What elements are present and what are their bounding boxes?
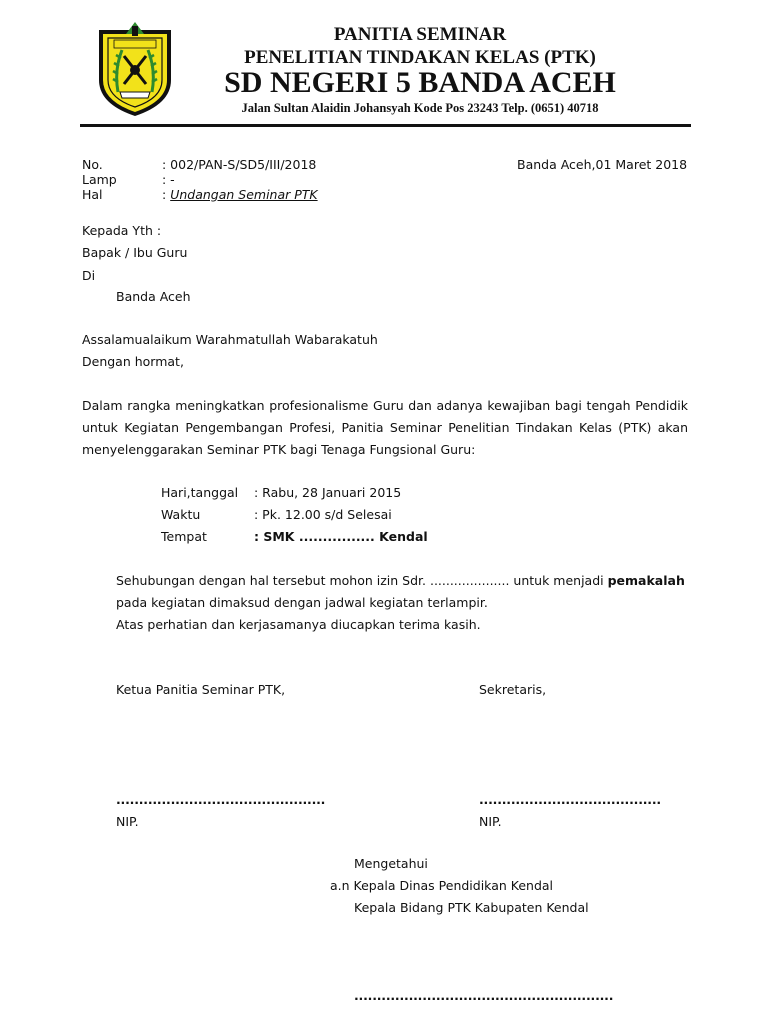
schedule-date-value: : Rabu, 28 Januari 2015 [254,485,402,500]
signature-chair-nip: NIP. [116,814,139,829]
letterhead-divider [80,124,691,127]
body-line-1: Dalam rangka meningkatkan profesionalisme Guru dan adanya kewajiban bagi tengah Pendidik [82,398,688,413]
schedule-time-value: : Pk. 12.00 s/d Selesai [254,507,392,522]
letterhead-committee: PANITIA SEMINAR [333,24,507,45]
closing-line-1 [116,573,685,588]
letter-date: Banda Aceh,01 Maret 2018 [517,157,688,172]
closing-line-2: pada kegiatan dimaksud dengan jadwal kegiatan terlampir. [116,595,488,610]
schedule-place-label: Tempat [161,529,207,544]
subject-colon: : [162,187,171,202]
attachment-label: Lamp [82,172,117,187]
closing-line-3: Atas perhatian dan kerjasamanya diucapkan terima kasih. [116,617,481,632]
letterhead-school-name: SD NEGERI 5 BANDA ACEH [224,66,616,99]
subject-value: Undangan Seminar PTK [170,187,318,202]
signature-chair-title: Ketua Panitia Seminar PTK, [116,682,286,697]
acknowledged-title: Kepala Bidang PTK Kabupaten Kendal [354,900,589,915]
signature-secretary-line: ........................................ [479,792,661,807]
signature-chair-line: .............................................. [116,792,326,807]
schedule-time-label: Waktu [161,507,201,522]
acknowledged-signature-line: ......................................................... [354,988,614,1003]
letter-number-label: No. [82,157,103,172]
recipient-city: Banda Aceh [116,289,191,304]
recipient-di: Di [82,268,96,283]
closing-line-1-text: Sehubungan dengan hal tersebut mohon izin Sdr. .................... untuk menjadi [116,573,608,588]
body-paragraph [82,395,688,461]
schedule-place-value: : SMK ................ Kendal [254,529,428,544]
body-line-2: untuk Kegiatan Pengembangan Profesi, Panitia Seminar Penelitian Tindakan Kelas (PTK) akan [82,420,688,435]
schedule-date-label: Hari,tanggal [161,485,239,500]
greeting-salam: Assalamualaikum Warahmatullah Wabarakatuh [82,332,378,347]
acknowledged-office: a.n Kepala Dinas Pendidikan Kendal [330,878,554,893]
attachment-value: : - [162,172,175,187]
greeting-hormat: Dengan hormat, [82,354,184,369]
subject-line [162,187,318,202]
signature-secretary-nip: NIP. [479,814,502,829]
letterhead-address: Jalan Sultan Alaidin Johansyah Kode Pos 23243 Telp. (0651) 40718 [241,101,599,115]
subject-label: Hal [82,187,103,202]
recipient-name: Bapak / Ibu Guru [82,245,188,260]
letterhead-event: PENELITIAN TINDAKAN KELAS (PTK) [244,47,596,68]
acknowledged-label: Mengetahui [354,856,428,871]
closing-pemakalah: pemakalah [607,573,685,588]
recipient-heading: Kepada Yth : [82,223,162,238]
signature-secretary-title: Sekretaris, [479,682,547,697]
letter-number-value: : 002/PAN-S/SD5/III/2018 [162,157,317,172]
body-line-3: menyelenggarakan Seminar PTK bagi Tenaga Fungsional Guru: [82,442,476,457]
